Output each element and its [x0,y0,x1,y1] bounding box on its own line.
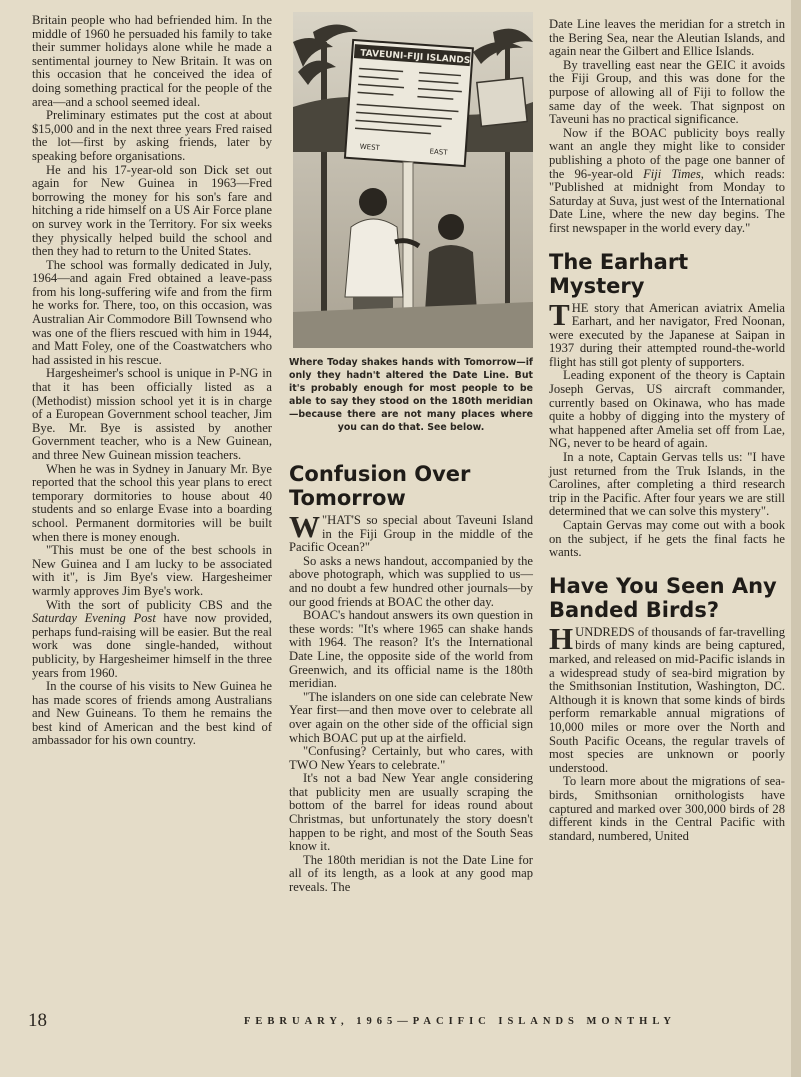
sign-west: WEST [359,142,381,153]
paragraph: By travelling east near the GEIC it avoids the Fiji Group, and this was done for the purpose of allowing all of Fiji to follow the same day of the week. That signpost on Taveuni has no practical significance. [549,57,785,127]
photo-caption: Where Today shakes hands with Tomorrow—if only they hadn't altered the Date Line. But it's probably enough for most people to be able to say they stood on the 180th meridian—because there are not many places where you can do that. See below. [289,357,533,433]
paragraph: THE story that American aviatrix Amelia Earhart, and her navigator, Fred Noonan, were executed by the Japanese at Saipan in 1937 during their attempted round-the-world flight has still got plenty of supporters. [549,296,785,369]
paragraph: The 180th meridian is not the Date Line for all of its length, as a look at any good map reveals. The [289,852,533,895]
page-number: 18 [28,1010,47,1031]
drop-cap: T [549,296,570,332]
page-footer [22,1010,781,1030]
article-heading: Confusion Over Tomorrow [289,462,471,510]
paragraph: "This must be one of the best schools in New Guinea and I am lucky to be associated with it", is Jim Bye's view. Hargesheimer warmly approves Jim Bye's work. [32,543,272,598]
paragraph: Preliminary estimates put the cost at about $15,000 and in the next three years Fred raised the lot—first by asking friends, later by speaking before organisations. [32,108,272,163]
signboard [345,40,473,166]
paragraph: BOAC's handout answers its own question in these words: "It's where 1965 can shake hands with 1964. The reason? It's the International Date Line, the opposite side of the world from Greenwich, and its official name is the 180th meridian. [289,608,533,691]
footer-masthead: FEBRUARY, 1965—PACIFIC ISLANDS MONTHLY [244,1016,676,1027]
paragraph: To learn more about the migrations of sea-birds, Smithsonian ornithologists have captured and marked over 300,000 birds of 28 different kinds in the Central Pacific with standard, numbered, United [549,774,785,843]
paragraph: He and his 17-year-old son Dick set out again for New Guinea in 1963—Fred borrowing the money for his son's fare and hitching a ride himself on a US Air Force plane on survey work in the Territory. For six weeks they physically helped build the school and then they had to return to the United States. [32,162,272,259]
paragraph: It's not a bad New Year angle considering that publicity men are usually scraping the bottom of the barrel for ideas round about Christmas, but unfortunately the story doesn't happen to be right, and most of the South Seas know it. [289,771,533,854]
paragraph: The school was formally dedicated in July, 1964—and again Fred obtained a leave-pass from his long-suffering wife and from the firm he works for. There, too, on this occasion, was Australian Air Commodore Bill Townsend who was one of the fliers rescued with him in 1944, and Matt Foley, one of the Coastwatchers who had assisted in his rescue. [32,257,272,367]
sign-east: EAST [429,147,448,157]
paragraph: Leading exponent of the theory is Captain Joseph Gervas, US aircraft commander, currently based on Okinawa, who has made quite a hobby of digging into the mystery of what happened after Amelia set off from Lae, NG, never to be heard of again. [549,368,785,451]
paragraph: So asks a news handout, accompanied by the above photograph, which was supplied to us—and no doubt a few hundred other journals—by our good friends at BOAC the other day. [289,553,533,609]
paragraph: "Confusing? Certainly, but who cares, with TWO New Years to celebrate." [289,744,533,772]
column-1 [32,14,272,748]
photo-illustration [293,12,533,348]
signpost-photo [293,12,533,348]
paragraph: Britain people who had befriended him. In the middle of 1960 he persuaded his family to take their summer holidays alone while he made a sentimental journey to New Britain. It was on this occasion that he conceived the idea of doing something practical for the people of the area—and a school seemed ideal. [32,13,272,109]
paragraph: " W HAT'S so special about Taveuni Island in the Fiji Group in the middle of the Pacific Ocean?" [289,509,533,555]
drop-cap: H [549,620,574,656]
paragraph: "The islanders on one side can celebrate New Year first—and then move over to celebrate all over again on the other side of the official sign which BOAC put up at the airfield. [289,689,533,745]
paragraph: Date Line leaves the meridian for a stretch in the Bering Sea, near the Aleutian Islands, and again near the Gilbert and Ellice Islands. [549,17,785,59]
paragraph: With the sort of publicity CBS and the Saturday Evening Post have now provided, perhaps fund-raising will be easier. But the real work was done single-handed, without publicity, by Hargesheimer himself in the three years from 1960. [32,597,272,680]
page-edge [791,0,801,1077]
paragraph: In a note, Captain Gervas tells us: "I have just returned from the Truk Islands, in the Carolines, after completing a third research trip in the Pacific. After four years we are still determined that we can solve this mystery". [549,450,785,519]
paragraph: Now if the BOAC publicity boys really want an angle they might like to consider publishing a photo of the page one banner of the 96-year-old Fiji Times, which reads: "Published at midnight from Monday to Saturday at Suva, just west of the International Date Line, where the new day begins. The first newspaper in the world every day." [549,125,786,235]
sign-title: TAVEUNI-FIJI ISLANDS [359,48,471,67]
paragraph: In the course of his visits to New Guinea he has made scores of friends among Australians and New Guineans. To them he remains the best kind of American and the best kind of ambassador for his own country. [32,679,272,748]
column-3 [549,18,785,843]
article-heading: The Earhart Mystery [549,249,689,298]
paragraph: HUNDREDS of thousands of far-travelling birds of many kinds are being captured, marked, and released on mid-Pacific islands in a widespread study of sea-bird migration by the Smithsonian Institution, Washington, DC. Although it is known that some kinds of birds perform remarkable annual migrations of 10,000 miles or more over the North and South Pacific Oceans, the regular travels of most species are unknown or poorly understood. [549,620,785,775]
article-heading: Have You Seen Any Banded Birds? [549,573,777,622]
column-2 [289,462,533,895]
paragraph: Captain Gervas may come out with a book on the subject, if he gets the final facts he wants. [549,518,785,560]
drop-cap: W [289,509,320,544]
paragraph: When he was in Sydney in January Mr. Bye reported that the school this year plans to erect temporary dormitories to house about 40 students and so enlarge Evase into a boarding school. Permanent dormitories will be built when there is money enough. [32,461,272,544]
paragraph: Hargesheimer's school is unique in P-NG in that it has been officially listed as a (Methodist) mission school yet it is in charge of a European Government school teacher, Jim Bye. Mr. Bye is assisted by another Government teacher, who is a New Guinean, and three New Guinean mission teachers. [32,366,272,462]
